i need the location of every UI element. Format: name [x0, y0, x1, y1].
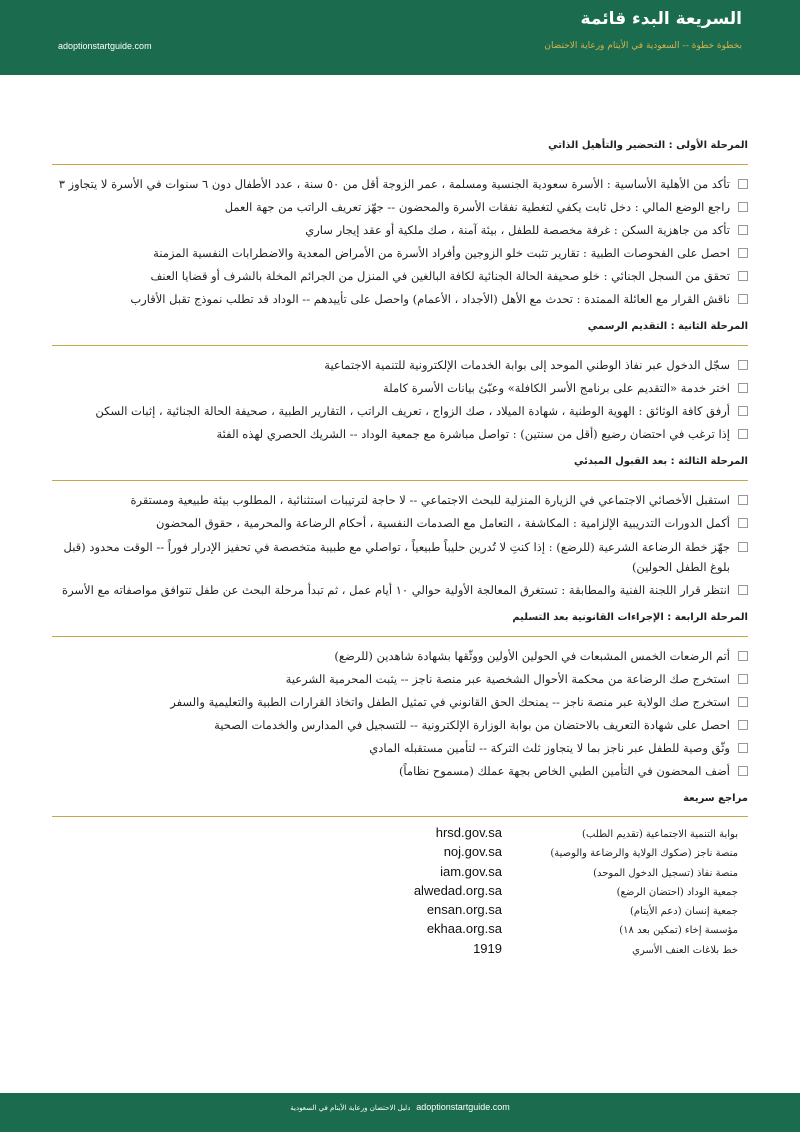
reference-label: منصة ناجز (صكوك الولاية والرضاعة والوصية) — [550, 848, 738, 860]
checkbox[interactable] — [738, 674, 748, 684]
checkbox[interactable] — [738, 429, 748, 439]
checklist-item — [52, 173, 748, 196]
section-title: المرحلة الأولى : التحضير والتأهيل الذاتي — [52, 140, 748, 165]
checklist-item — [52, 242, 748, 265]
reference-row — [52, 864, 748, 883]
page-header — [0, 0, 800, 75]
checklist-item-text: انتظر قرار اللجنة الفنية والمطابقة : تستغرق المعالجة الأولية حوالي ١٠ أيام عمل ، ثم تبدأ مرحلة البحث عن طفل تتوافق مواصفاته مع الأسرة — [62, 583, 730, 597]
checkbox[interactable] — [738, 225, 748, 235]
references-section — [52, 793, 748, 960]
checklist-item-text: احصل على شهادة التعريف بالاحتضان من بوابة الوزارة الإلكترونية -- للتسجيل في المدارس والخدمات الصحية — [214, 718, 730, 732]
checklist-item — [52, 400, 748, 423]
checklist-item-text: استقبل الأخصائي الاجتماعي في الزيارة المنزلية للبحث الاجتماعي -- لا حاجة لترتيبات استثنائية ، المطلوب بيئة طبيعية ومستقرة — [130, 493, 730, 507]
reference-url[interactable]: iam.gov.sa — [440, 863, 502, 879]
checklist-item-text: جهّز خطة الرضاعة الشرعية (للرضع) : إذا كنتِ لا تُدرين حليباً طبيعياً ، تواصلي مع طبيبة متخصصة في تحفيز الإدرار فوراً -- الوقت محدود (قبل بلوغ الطفل الحولين) — [63, 540, 730, 574]
references-list — [52, 817, 748, 960]
checklist-item — [52, 265, 748, 288]
page-footer — [0, 1093, 800, 1132]
checklist-items — [52, 637, 748, 793]
section-title: المرحلة الرابعة : الإجراءات القانونية بعد التسليم — [52, 612, 748, 637]
checklist-item-text: ناقش القرار مع العائلة الممتدة : تحدث مع الأهل (الأجداد ، الأعمام) واحصل على تأييدهم -- الوداد قد تطلب نموذج تقبل الأقارب — [130, 292, 730, 306]
checklist-item-text: استخرج صك الرضاعة من محكمة الأحوال الشخصية عبر منصة ناجز -- يثبت المحرمية الشرعية — [285, 672, 730, 686]
checklist-item-text: أرفق كافة الوثائق : الهوية الوطنية ، شهادة الميلاد ، صك الزواج ، تعريف الراتب ، التقارير الطبية ، صحيفة الحالة الجنائية ، إثبات السكن — [95, 404, 730, 418]
reference-label: مؤسسة إخاء (تمكين بعد ١٨) — [619, 925, 738, 937]
footer-site-link[interactable]: adoptionstartguide.com — [416, 1102, 510, 1112]
reference-row — [52, 921, 748, 940]
footer-text: دليل الاحتضان ورعاية الأيتام في السعودية — [290, 1104, 411, 1112]
checkbox[interactable] — [738, 743, 748, 753]
checklist-item — [52, 645, 748, 668]
checklist-item — [52, 579, 748, 602]
reference-url[interactable]: noj.gov.sa — [443, 844, 502, 860]
checkbox[interactable] — [738, 518, 748, 528]
page-title: السريعة البدء قائمة — [580, 9, 742, 29]
reference-row — [52, 883, 748, 902]
checklist-item — [52, 535, 748, 579]
checklist-items — [52, 481, 748, 612]
checklist-item-text: إذا ترغب في احتضان رضيع (أقل من سنتين) : تواصل مباشرة مع جمعية الوداد -- الشريك الحصري لهذه الفئة — [216, 427, 730, 441]
checklist-item — [52, 512, 748, 535]
header-site-link[interactable]: adoptionstartguide.com — [58, 41, 152, 51]
checklist-item-text: احصل على الفحوصات الطبية : تقارير تثبت خلو الزوجين وأفراد الأسرة من الأمراض المعدية والاضطرابات النفسية المزمنة — [153, 246, 730, 260]
checkbox[interactable] — [738, 179, 748, 189]
checklist-items — [52, 346, 748, 456]
checklist-item — [52, 354, 748, 377]
checklist-item — [52, 288, 748, 311]
checklist-item-text: وثّق وصية للطفل عبر ناجز بما لا يتجاوز ثلث التركة -- لتأمين مستقبله المادي — [369, 741, 730, 755]
checklist-item-text: سجّل الدخول عبر نفاذ الوطني الموحد إلى بوابة الخدمات الإلكترونية للتنمية الاجتماعية — [324, 358, 730, 372]
reference-row — [52, 941, 748, 960]
checklist-item-text: تأكد من جاهزية السكن : غرفة مخصصة للطفل ، بيئة آمنة ، صك ملكية أو عقد إيجار ساري — [305, 223, 730, 237]
checklist-item — [52, 489, 748, 512]
checkbox[interactable] — [738, 766, 748, 776]
checklist-item — [52, 219, 748, 242]
checklist-item — [52, 668, 748, 691]
checklist-item — [52, 423, 748, 446]
checkbox[interactable] — [738, 651, 748, 661]
checklist-item-text: أضف المحضون في التأمين الطبي الخاص بجهة عملك (مسموح نظاماً) — [398, 764, 730, 778]
checkbox[interactable] — [738, 542, 748, 552]
checklist-item — [52, 691, 748, 714]
checkbox[interactable] — [738, 202, 748, 212]
checklist-item — [52, 737, 748, 760]
reference-label: جمعية إنسان (دعم الأيتام) — [630, 906, 738, 918]
reference-row — [52, 902, 748, 921]
reference-url[interactable]: hrsd.gov.sa — [435, 825, 502, 840]
checkbox[interactable] — [738, 248, 748, 258]
checklist-content — [52, 140, 748, 960]
checklist-item-text: استخرج صك الولاية عبر منصة ناجز -- يمنحك الحق القانوني في تمثيل الطفل واتخاذ القرارات الطبية والتعليمية والسفر — [170, 695, 730, 709]
checklist-item — [52, 196, 748, 219]
page-subtitle: بخطوة خطوة -- السعودية في الأيتام ورعاية الاحتضان — [544, 41, 742, 51]
checkbox[interactable] — [738, 406, 748, 416]
checklist-item — [52, 714, 748, 737]
checkbox[interactable] — [738, 697, 748, 707]
checklist-items — [52, 165, 748, 321]
reference-url[interactable]: alwedad.org.sa — [413, 882, 502, 898]
reference-row — [52, 825, 748, 844]
checklist-item-text: تأكد من الأهلية الأساسية : الأسرة سعودية الجنسية ومسلمة ، عمر الزوجة أقل من ٥٠ سنة ، عدد الأطفال دون ٦ سنوات في الأسرة لا يتجاوز ٣ — [58, 177, 730, 191]
checklist-item-text: تحقق من السجل الجنائي : خلو صحيفة الحالة الجنائية لكافة البالغين في المنزل من الجرائم المخلة بالشرف أو قضايا العنف — [150, 269, 730, 283]
checkbox[interactable] — [738, 585, 748, 595]
checklist-section — [52, 321, 748, 456]
reference-row — [52, 844, 748, 863]
checklist-item-text: أكمل الدورات التدريبية الإلزامية : المكاشفة ، التعامل مع الصدمات النفسية ، أحكام الرضاعة والمحرمية ، حقوق المحضون — [156, 516, 730, 530]
reference-url[interactable]: ekhaa.org.sa — [426, 921, 502, 937]
checkbox[interactable] — [738, 720, 748, 730]
checkbox[interactable] — [738, 271, 748, 281]
checklist-section — [52, 140, 748, 321]
checklist-section — [52, 456, 748, 612]
checklist-item-text: راجع الوضع المالي : دخل ثابت يكفي لتغطية نفقات الأسرة والمحضون -- جهّز تعريف الراتب من جهة العمل — [224, 200, 730, 214]
checkbox[interactable] — [738, 383, 748, 393]
checkbox[interactable] — [738, 495, 748, 505]
checklist-item-text: اختر خدمة «التقديم على برنامج الأسر الكافلة» وعبّئ بيانات الأسرة كاملة — [383, 381, 730, 395]
checklist-item — [52, 760, 748, 783]
checklist-item — [52, 377, 748, 400]
references-title: مراجع سريعة — [52, 793, 748, 817]
reference-label: جمعية الوداد (احتضان الرضع) — [616, 886, 738, 898]
reference-url[interactable]: 1919 — [473, 940, 502, 956]
section-title: المرحلة الثالثة : بعد القبول المبدئي — [52, 456, 748, 481]
reference-label: خط بلاغات العنف الأسري — [632, 944, 738, 956]
reference-label: منصة نفاذ (تسجيل الدخول الموحد) — [593, 867, 738, 879]
reference-url[interactable]: ensan.org.sa — [426, 902, 502, 918]
reference-label: بوابة التنمية الاجتماعية (تقديم الطلب) — [582, 829, 738, 840]
checkbox[interactable] — [738, 360, 748, 370]
section-title: المرحلة الثانية : التقديم الرسمي — [52, 321, 748, 346]
checklist-section — [52, 612, 748, 793]
checkbox[interactable] — [738, 294, 748, 304]
checklist-item-text: أتم الرضعات الخمس المشبعات في الحولين الأولين ووثّقها بشهادة شاهدين (للرضع) — [334, 649, 730, 663]
